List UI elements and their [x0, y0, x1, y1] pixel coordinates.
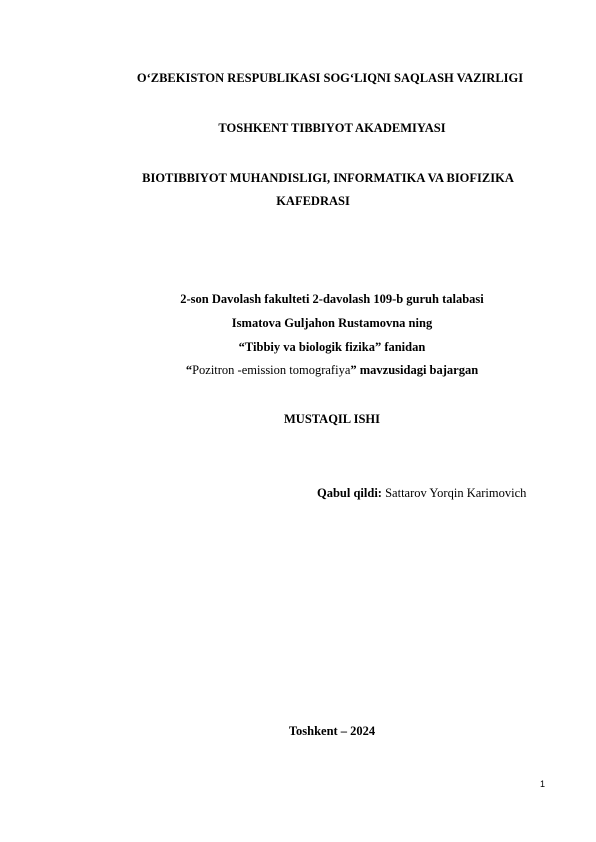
- topic-open-quote: “: [185, 363, 193, 377]
- department-heading-line1: BIOTIBBIYOT MUHANDISLIGI, INFORMATIKA VA BIOFIZIKA: [142, 171, 514, 185]
- topic-line: [34, 363, 596, 378]
- topic-title: Pozitron -emission tomografiya: [192, 363, 351, 377]
- page-number: 1: [540, 779, 546, 789]
- accepted-label: Qabul qildi:: [317, 486, 382, 500]
- subject-line: “Tibbiy va biologik fizika” fanidan: [238, 340, 426, 354]
- work-title: MUSTAQIL ISHI: [284, 412, 380, 426]
- place-year: Toshkent – 2024: [288, 724, 376, 738]
- student-name-line: Ismatova Guljahon Rustamovna ning: [231, 316, 433, 330]
- ministry-heading: O‘ZBEKISTON RESPUBLIKASI SOG‘LIQNI SAQLASH VAZIRLIGI: [136, 71, 524, 85]
- student-group-line: 2-son Davolash fakulteti 2-davolash 109-b guruh talabasi: [180, 292, 484, 306]
- topic-suffix: ” mavzusidagi bajargan: [350, 363, 479, 377]
- department-heading-line2: KAFEDRASI: [276, 194, 350, 208]
- academy-heading: TOSHKENT TIBBIYOT AKADEMIYASI: [218, 121, 446, 135]
- accepted-by: [317, 486, 526, 501]
- accepted-name: Sattarov Yorqin Karimovich: [385, 486, 527, 500]
